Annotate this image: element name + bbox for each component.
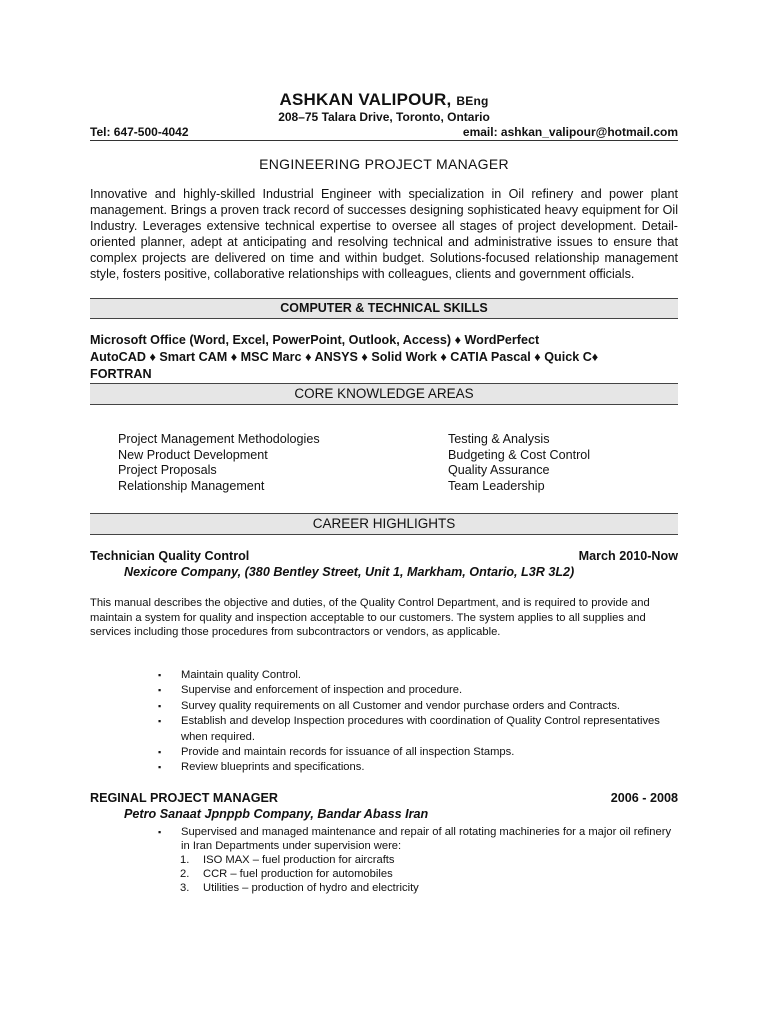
section-header-core <box>90 383 678 405</box>
core-area-item: Testing & Analysis <box>448 432 550 446</box>
bullet-icon: ▪ <box>158 827 162 837</box>
bullet-icon: ▪ <box>158 716 162 727</box>
core-area-item: New Product Development <box>118 447 268 462</box>
core-area-item: Project Management Methodologies <box>118 432 320 446</box>
job-header <box>90 791 678 807</box>
bullet-icon: ▪ <box>158 685 162 696</box>
item-number: 3. <box>180 882 190 895</box>
duty-text: Maintain quality Control. <box>181 669 302 681</box>
item-number: 1. <box>180 854 190 866</box>
address: 208–75 Talara Drive, Toronto, Ontario <box>278 110 490 124</box>
job-dates: March 2010-Now <box>578 549 678 563</box>
skills-line: FORTRAN <box>90 367 152 381</box>
job-header <box>90 549 678 565</box>
item-number: 2. <box>180 868 190 881</box>
duty-text: Establish and develop Inspection procedures with coordination of Quality Control representatives when required. <box>181 715 660 743</box>
department-text: ISO MAX – fuel production for aircrafts <box>203 854 395 866</box>
list-item <box>158 668 678 683</box>
list-item <box>180 853 660 867</box>
list-item <box>158 760 678 775</box>
job-duties-list <box>158 668 678 776</box>
skills-list <box>90 332 678 383</box>
section-title: CAREER HIGHLIGHTS <box>312 516 456 531</box>
section-header-career <box>90 513 678 535</box>
list-item <box>158 825 678 853</box>
department-text: CCR – fuel production for automobiles <box>203 868 393 881</box>
core-area-item: Quality Assurance <box>448 463 550 478</box>
section-header-skills: COMPUTER & TECHNICAL SKILLS <box>90 298 678 319</box>
job-description: This manual describes the objective and duties, of the Quality Control Department, and is required to provide and maintain a system for quality and inspection acceptable to our customers. The system applies to all supplies and services including those procedures from subcontractors or vendors, as applicable. <box>90 597 650 638</box>
duty-text: Provide and maintain records for issuance of all inspection Stamps. <box>181 746 515 759</box>
resume-name <box>0 90 768 110</box>
bullet-icon: ▪ <box>158 670 162 680</box>
skills-line: Microsoft Office (Word, Excel, PowerPoint, Outlook, Access) ♦ WordPerfect <box>90 333 540 347</box>
job-duties-list <box>158 825 678 853</box>
job-title: REGINAL PROJECT MANAGER <box>90 791 278 805</box>
bullet-icon: ▪ <box>158 762 162 773</box>
core-area-item: Team Leadership <box>448 479 545 494</box>
credentials: BEng <box>456 94 489 108</box>
skills-line: AutoCAD ♦ Smart CAM ♦ MSC Marc ♦ ANSYS ♦ Solid Work ♦ CATIA Pascal ♦ Quick C♦ <box>90 350 599 364</box>
duty-text: Review blueprints and specifications. <box>181 761 365 774</box>
list-item <box>180 881 660 895</box>
contact-row <box>90 125 678 141</box>
section-title: CORE KNOWLEDGE AREAS <box>294 386 474 401</box>
list-item <box>180 867 660 881</box>
job-company: Nexicore Company, (380 Bentley Street, Unit 1, Markham, Ontario, L3R 3L2) <box>124 565 575 579</box>
job-company: Petro Sanaat Jpnppb Company, Bandar Abass Iran <box>124 807 429 821</box>
core-area-item: Project Proposals <box>118 463 217 478</box>
list-item <box>158 745 678 760</box>
list-item <box>158 714 678 745</box>
duty-text: Survey quality requirements on all Customer and vendor purchase orders and Contracts. <box>181 699 621 712</box>
core-areas-left <box>118 432 320 495</box>
bullet-icon: ▪ <box>158 747 162 758</box>
bullet-icon: ▪ <box>158 700 162 711</box>
duty-text: Supervise and enforcement of inspection and procedure. <box>181 684 463 697</box>
list-item <box>158 699 678 714</box>
department-text: Utilities – production of hydro and electricity <box>203 882 419 895</box>
email-link[interactable]: email: ashkan_valipour@hotmail.com <box>462 125 678 139</box>
core-area-item: Budgeting & Cost Control <box>448 447 591 462</box>
duty-text: Supervised and managed maintenance and repair of all rotating machineries for a major oil refinery in Iran Departments under supervision were: <box>181 826 672 852</box>
core-area-item: Relationship Management <box>118 479 265 494</box>
name-text: ASHKAN VALIPOUR, <box>279 90 452 109</box>
role-title: ENGINEERING PROJECT MANAGER <box>259 156 509 172</box>
job-title: Technician Quality Control <box>90 549 250 563</box>
phone: Tel: 647-500-4042 <box>90 125 189 139</box>
core-areas-right <box>448 432 590 495</box>
job-dates: 2006 - 2008 <box>610 791 678 805</box>
list-item <box>158 683 678 698</box>
departments-list <box>180 853 660 896</box>
summary-paragraph: Innovative and highly-skilled Industrial Engineer with specialization in Oil refinery and power plant management. Brings a proven track record of successes designing sophisticated heavy equipment for Oil Industry. Leverages extensive technical expertise to oversee all stages of project development. Detail-oriented planner, adept at anticipating and resolving technical and administrative issues to ensure that complex projects are delivered on time and within budget. Solutions-focused relationship management style, fosters positive, collaborative relationships with colleagues, clients and government officials. <box>90 187 678 282</box>
